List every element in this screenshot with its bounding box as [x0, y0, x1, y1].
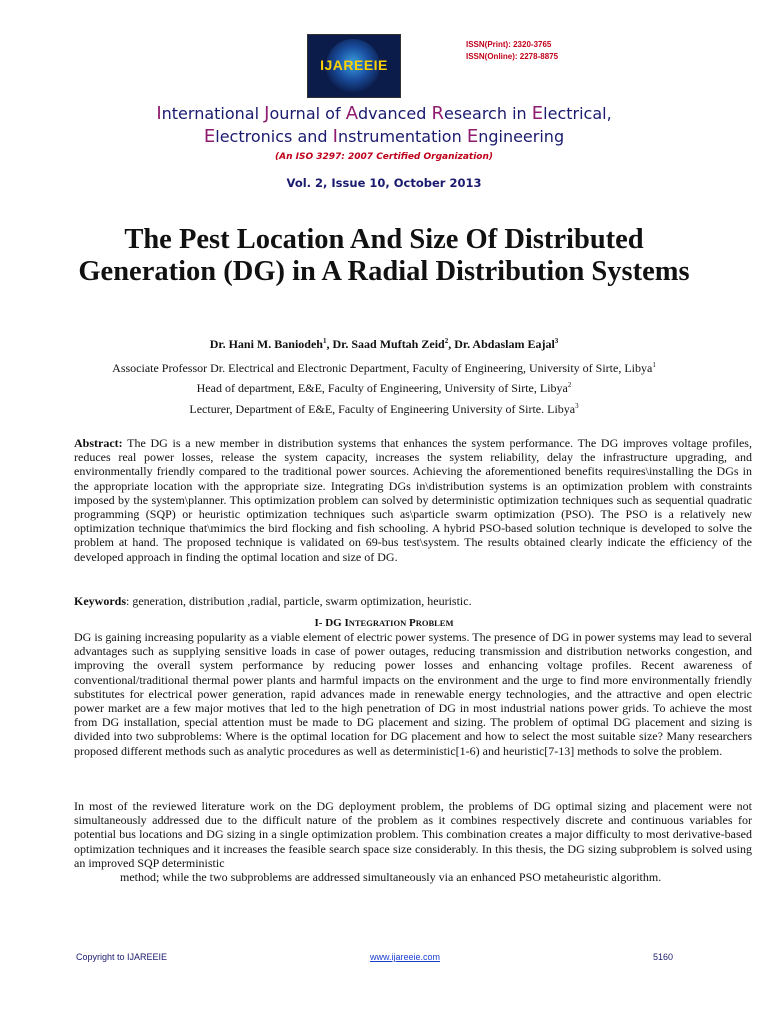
body-paragraph-2-tail: method; while the two subproblems are addressed simultaneously via an enhanced PSO metaheuristic algorithm. [120, 870, 662, 885]
journal-initial: J [264, 103, 270, 124]
journal-logo [307, 34, 401, 98]
section-heading-part: NTEGRATION [348, 618, 407, 628]
journal-name-line2: Electronics and Instrumentation Engineering [203, 126, 565, 147]
author-sup: 1 [322, 337, 327, 345]
footer-copyright: Copyright to IJAREEIE [76, 952, 168, 962]
affiliation-text: Head of department, E&E, Faculty of Engineering, University of Sirte, Libya [196, 381, 568, 395]
author-sup: 3 [554, 337, 559, 345]
author-list [0, 337, 768, 352]
affiliation [0, 381, 768, 396]
issn-print: ISSN(Print): 2320-3765 [466, 40, 552, 49]
keywords-text: : generation, distribution ,radial, particle, swarm optimization, heuristic. [126, 594, 472, 608]
affiliation-sup: 3 [575, 402, 579, 410]
abstract-text: The DG is a new member in distribution systems that enhances the system performance. The DG improves voltage profiles, reduces real power losses, release the system capacity, increases the system reliability, delay the infrastructure upgrading, and environmentally friendly compared to the traditional power sources. Achieving the aforementioned benefits requires\installing the DGs in the appropriate location with the appropriate size. Integrating DGs in\distribution systems is an optimization problem with constraints imposed by the system\planner. This optimization problem can solved by deterministic optimization techniques such as sequential quadratic programming (SQP) or heuristic optimization techniques such as\particle swarm optimization (PSO). The PSO is a relatively new optimization technique that\mimics the bird flocking and fish schooling. A hybrid PSO-based solution technique is developed to solve the problem at hand. The proposed technique is validated on 69-bus test\system. The results obtained clearly indicate the efficiency of the developed approach in finding the optimal location and size of DG. [74, 436, 752, 564]
body-paragraph-2 [74, 799, 752, 884]
keywords-label: Keywords [74, 594, 126, 608]
abstract-label: Abstract: [74, 436, 123, 450]
affiliation-text: Associate Professor Dr. Electrical and Electronic Department, Faculty of Engineering, University of Sirte, Libya [112, 361, 653, 375]
journal-initial: I [332, 126, 338, 147]
iso-certification: (An ISO 3297: 2007 Certified Organization) [275, 152, 493, 162]
body-paragraph-2-main: In most of the reviewed literature work on the DG deployment problem, the problems of DG optimal sizing and placement were not simultaneously addressed due to the difficult nature of the problem as it combines respectively discrete and continuous variables for potential bus locations and DG sizing in a single optimization problem. This combination creates a major difficulty to most derivative-based optimization techniques and it increases the feasible search space size considerably. In this thesis, the DG sizing subproblem is solved using an improved SQP deterministic [74, 799, 752, 870]
journal-initial: R [431, 103, 444, 124]
journal-initial: E [466, 126, 479, 147]
abstract [74, 436, 752, 564]
affiliation [0, 361, 768, 376]
author-name: Dr. Hani M. Baniodeh [209, 337, 323, 351]
issn-online: ISSN(Online): 2278-8875 [466, 52, 559, 61]
journal-name-line1: International Journal of Advanced Research in Electrical, [156, 103, 612, 124]
author-name: Dr. Abdaslam Eajal [454, 337, 555, 351]
body-paragraph-1: DG is gaining increasing popularity as a viable element of electric power systems. The presence of DG in power systems may lead to several advantages such as supplying sensitive loads in case of power outages, reducing transmission and distribution networks congestion, and improving the overall system performance by reducing power losses and enhancing voltage profiles. Recent awareness of conventional/traditional thermal power plants and harmful impacts on the environment and the urge to find more environmentally friendly substitutes for electrical power generation, rapid advances made in renewable energy technologies, and the attractive and open electric power market are a few major motives that led to the high penetration of DG in most industrial nations power grids. To achieve the most from DG installation, special attention must be made to DG placement and sizing. The problem of optimal DG placement and sizing is divided into two subproblems: Where is the optimal location for DG placement and how to select the most suitable size? Many researchers proposed different methods such as analytic procedures as well as deterministic[1-6) and heuristic[7-13] methods to solve the problem. [74, 630, 752, 758]
journal-initial: E [203, 126, 216, 147]
author-separator: , [448, 337, 455, 351]
journal-initial: I [156, 103, 162, 124]
section-heading-part: P [406, 617, 416, 629]
section-heading-part: ROBLEM [415, 618, 454, 628]
journal-initial: E [531, 103, 544, 124]
affiliation-sup: 2 [567, 381, 572, 389]
logo-text: IJAREEIE [320, 57, 388, 73]
affiliation-text: Lecturer, Department of E&E, Faculty of Engineering University of Sirte. Libya [189, 402, 576, 416]
journal-website-link[interactable]: www.ijareeie.com [370, 952, 441, 962]
journal-initial: A [345, 103, 359, 124]
volume-issue: Vol. 2, Issue 10, October 2013 [286, 176, 482, 190]
page-number: 5160 [653, 952, 674, 962]
author-separator: , [326, 337, 333, 351]
affiliation [0, 402, 768, 417]
footer-url[interactable] [370, 952, 440, 962]
author-name: Dr. Saad Muftah Zeid [332, 337, 445, 351]
paper-title: The Pest Location And Size Of Distributed Generation (DG) in A Radial Distribution Systems [78, 224, 690, 287]
section-heading-part: I- DG I [314, 617, 349, 629]
author-sup: 2 [444, 337, 449, 345]
affiliation-sup: 1 [652, 361, 656, 369]
section-heading [0, 617, 768, 629]
keywords [74, 594, 752, 608]
